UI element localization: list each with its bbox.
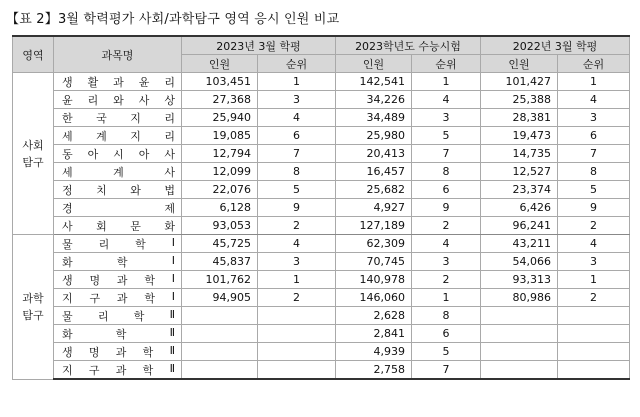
enrollment-table xyxy=(12,35,630,380)
subject-name: 한 국 지 리 xyxy=(62,111,175,125)
subject-cell xyxy=(54,361,182,380)
count-2023-csat: 140,978 xyxy=(336,271,412,289)
subject-cell xyxy=(54,325,182,343)
area-label: 사회 xyxy=(22,138,44,152)
area-label: 탐구 xyxy=(22,308,44,322)
rank-2022-march xyxy=(558,325,630,343)
rank-2023-march: 8 xyxy=(258,163,336,181)
rank-2023-csat: 5 xyxy=(412,127,481,145)
count-2023-csat: 25,682 xyxy=(336,181,412,199)
subject-cell xyxy=(54,109,182,127)
count-2022-march: 12,527 xyxy=(481,163,558,181)
subject-name: 사 회 문 화 xyxy=(62,219,175,233)
table-row xyxy=(13,181,630,199)
count-2022-march: 54,066 xyxy=(481,253,558,271)
rank-2022-march xyxy=(558,361,630,380)
table-header xyxy=(13,36,630,73)
rank-2023-csat: 1 xyxy=(412,289,481,307)
subject-name: 세 계 지 리 xyxy=(62,129,175,143)
table-row xyxy=(13,199,630,217)
area-label: 과학 xyxy=(22,291,44,305)
count-2022-march xyxy=(481,307,558,325)
rank-2023-csat: 4 xyxy=(412,235,481,253)
count-2023-march xyxy=(182,325,258,343)
subject-name: 화 학 Ⅰ xyxy=(62,253,175,269)
rank-2023-csat: 2 xyxy=(412,217,481,235)
count-2023-march: 101,762 xyxy=(182,271,258,289)
rank-2023-march: 4 xyxy=(258,235,336,253)
header-rank: 순위 xyxy=(412,55,481,73)
rank-2022-march: 4 xyxy=(558,235,630,253)
rank-2023-csat: 7 xyxy=(412,361,481,380)
count-2023-march: 22,076 xyxy=(182,181,258,199)
rank-2023-march: 1 xyxy=(258,271,336,289)
count-2023-csat: 34,226 xyxy=(336,91,412,109)
rank-2022-march: 2 xyxy=(558,217,630,235)
header-group-2023-csat: 2023학년도 수능시험 xyxy=(336,36,481,55)
subject-cell xyxy=(54,181,182,199)
header-rank: 순위 xyxy=(258,55,336,73)
table-row xyxy=(13,253,630,271)
count-2023-march: 94,905 xyxy=(182,289,258,307)
count-2023-csat: 20,413 xyxy=(336,145,412,163)
rank-2022-march: 3 xyxy=(558,253,630,271)
area-label: 탐구 xyxy=(22,155,44,169)
count-2023-march: 103,451 xyxy=(182,73,258,91)
subject-cell xyxy=(54,307,182,325)
table-row xyxy=(13,289,630,307)
count-2023-csat: 34,489 xyxy=(336,109,412,127)
count-2023-march: 93,053 xyxy=(182,217,258,235)
rank-2023-march xyxy=(258,343,336,361)
rank-2023-march: 5 xyxy=(258,181,336,199)
rank-2023-csat: 7 xyxy=(412,145,481,163)
rank-2023-march xyxy=(258,361,336,380)
subject-name: 생 명 과 학 Ⅰ xyxy=(62,271,175,287)
count-2023-march: 45,725 xyxy=(182,235,258,253)
count-2022-march: 6,426 xyxy=(481,199,558,217)
table-row xyxy=(13,127,630,145)
rank-2022-march: 1 xyxy=(558,73,630,91)
table-row xyxy=(13,235,630,253)
table-row xyxy=(13,343,630,361)
table-row xyxy=(13,271,630,289)
table-row xyxy=(13,109,630,127)
subject-cell xyxy=(54,289,182,307)
rank-2023-march: 3 xyxy=(258,253,336,271)
rank-2023-march: 9 xyxy=(258,199,336,217)
header-count: 인원 xyxy=(182,55,258,73)
count-2023-march xyxy=(182,343,258,361)
count-2023-csat: 62,309 xyxy=(336,235,412,253)
count-2023-csat: 127,189 xyxy=(336,217,412,235)
count-2022-march: 96,241 xyxy=(481,217,558,235)
rank-2023-csat: 9 xyxy=(412,199,481,217)
rank-2023-csat: 8 xyxy=(412,307,481,325)
subject-name: 생 활 과 윤 리 xyxy=(62,75,175,89)
rank-2023-csat: 6 xyxy=(412,181,481,199)
area-cell xyxy=(13,235,54,380)
subject-cell xyxy=(54,145,182,163)
rank-2023-march xyxy=(258,325,336,343)
subject-name: 지 구 과 학 Ⅱ xyxy=(62,361,175,377)
count-2023-csat: 146,060 xyxy=(336,289,412,307)
subject-cell xyxy=(54,235,182,253)
count-2023-csat: 25,980 xyxy=(336,127,412,145)
subject-cell xyxy=(54,91,182,109)
subject-cell xyxy=(54,217,182,235)
table-row xyxy=(13,361,630,380)
table-row xyxy=(13,145,630,163)
rank-2023-csat: 3 xyxy=(412,253,481,271)
count-2022-march: 43,211 xyxy=(481,235,558,253)
table-row xyxy=(13,307,630,325)
header-rank: 순위 xyxy=(558,55,630,73)
rank-2022-march: 5 xyxy=(558,181,630,199)
header-count: 인원 xyxy=(336,55,412,73)
rank-2023-march: 4 xyxy=(258,109,336,127)
count-2023-csat: 70,745 xyxy=(336,253,412,271)
count-2022-march: 23,374 xyxy=(481,181,558,199)
rank-2023-march: 7 xyxy=(258,145,336,163)
count-2022-march: 19,473 xyxy=(481,127,558,145)
subject-name: 세 계 사 xyxy=(62,165,175,179)
table-row xyxy=(13,325,630,343)
count-2023-csat: 16,457 xyxy=(336,163,412,181)
count-2023-march: 27,368 xyxy=(182,91,258,109)
count-2022-march xyxy=(481,325,558,343)
rank-2022-march: 3 xyxy=(558,109,630,127)
subject-name: 동 아 시 아 사 xyxy=(62,147,175,161)
subject-name: 정 치 와 법 xyxy=(62,183,175,197)
subject-name: 윤 리 와 사 상 xyxy=(62,93,175,107)
subject-cell xyxy=(54,163,182,181)
count-2023-csat: 142,541 xyxy=(336,73,412,91)
rank-2023-csat: 2 xyxy=(412,271,481,289)
count-2023-csat: 2,841 xyxy=(336,325,412,343)
count-2022-march: 101,427 xyxy=(481,73,558,91)
rank-2023-march: 2 xyxy=(258,217,336,235)
count-2022-march: 80,986 xyxy=(481,289,558,307)
header-subject: 과목명 xyxy=(54,36,182,73)
subject-name: 생 명 과 학 Ⅱ xyxy=(62,343,175,359)
header-count: 인원 xyxy=(481,55,558,73)
rank-2023-csat: 5 xyxy=(412,343,481,361)
table-row xyxy=(13,163,630,181)
rank-2023-march: 1 xyxy=(258,73,336,91)
table-row xyxy=(13,91,630,109)
header-group-2022-march: 2022년 3월 학평 xyxy=(481,36,630,55)
subject-name: 지 구 과 학 Ⅰ xyxy=(62,289,175,305)
rank-2023-march: 2 xyxy=(258,289,336,307)
rank-2023-march: 3 xyxy=(258,91,336,109)
table-row xyxy=(13,217,630,235)
rank-2023-csat: 4 xyxy=(412,91,481,109)
count-2023-march: 19,085 xyxy=(182,127,258,145)
table-row xyxy=(13,73,630,91)
count-2023-march: 25,940 xyxy=(182,109,258,127)
rank-2023-csat: 3 xyxy=(412,109,481,127)
count-2023-csat: 2,758 xyxy=(336,361,412,380)
rank-2022-march: 7 xyxy=(558,145,630,163)
header-area: 영역 xyxy=(13,36,54,73)
count-2022-march: 93,313 xyxy=(481,271,558,289)
rank-2022-march: 2 xyxy=(558,289,630,307)
rank-2022-march: 8 xyxy=(558,163,630,181)
rank-2022-march xyxy=(558,307,630,325)
count-2023-march: 12,099 xyxy=(182,163,258,181)
rank-2022-march xyxy=(558,343,630,361)
count-2023-march xyxy=(182,307,258,325)
count-2023-march xyxy=(182,361,258,380)
subject-cell xyxy=(54,253,182,271)
subject-cell xyxy=(54,343,182,361)
subject-name: 화 학 Ⅱ xyxy=(62,325,175,341)
count-2022-march xyxy=(481,361,558,380)
subject-cell xyxy=(54,271,182,289)
header-group-2023-march: 2023년 3월 학평 xyxy=(182,36,336,55)
subject-cell xyxy=(54,73,182,91)
count-2022-march: 25,388 xyxy=(481,91,558,109)
rank-2023-csat: 6 xyxy=(412,325,481,343)
table-caption: 【표 2】3월 학력평가 사회/과학탐구 영역 응시 인원 비교 xyxy=(6,12,340,27)
count-2023-march: 45,837 xyxy=(182,253,258,271)
subject-cell xyxy=(54,127,182,145)
count-2023-csat: 2,628 xyxy=(336,307,412,325)
rank-2023-csat: 1 xyxy=(412,73,481,91)
count-2023-csat: 4,927 xyxy=(336,199,412,217)
rank-2022-march: 6 xyxy=(558,127,630,145)
subject-cell xyxy=(54,199,182,217)
subject-name: 물 리 학 Ⅰ xyxy=(62,235,175,251)
rank-2022-march: 1 xyxy=(558,271,630,289)
rank-2022-march: 4 xyxy=(558,91,630,109)
count-2023-march: 12,794 xyxy=(182,145,258,163)
rank-2023-csat: 8 xyxy=(412,163,481,181)
rank-2022-march: 9 xyxy=(558,199,630,217)
count-2023-march: 6,128 xyxy=(182,199,258,217)
count-2022-march: 28,381 xyxy=(481,109,558,127)
count-2022-march: 14,735 xyxy=(481,145,558,163)
area-cell xyxy=(13,73,54,235)
count-2022-march xyxy=(481,343,558,361)
subject-name: 물 리 학 Ⅱ xyxy=(62,307,175,323)
subject-name: 경 제 xyxy=(62,201,175,215)
table-body xyxy=(13,73,630,380)
rank-2023-march: 6 xyxy=(258,127,336,145)
count-2023-csat: 4,939 xyxy=(336,343,412,361)
rank-2023-march xyxy=(258,307,336,325)
